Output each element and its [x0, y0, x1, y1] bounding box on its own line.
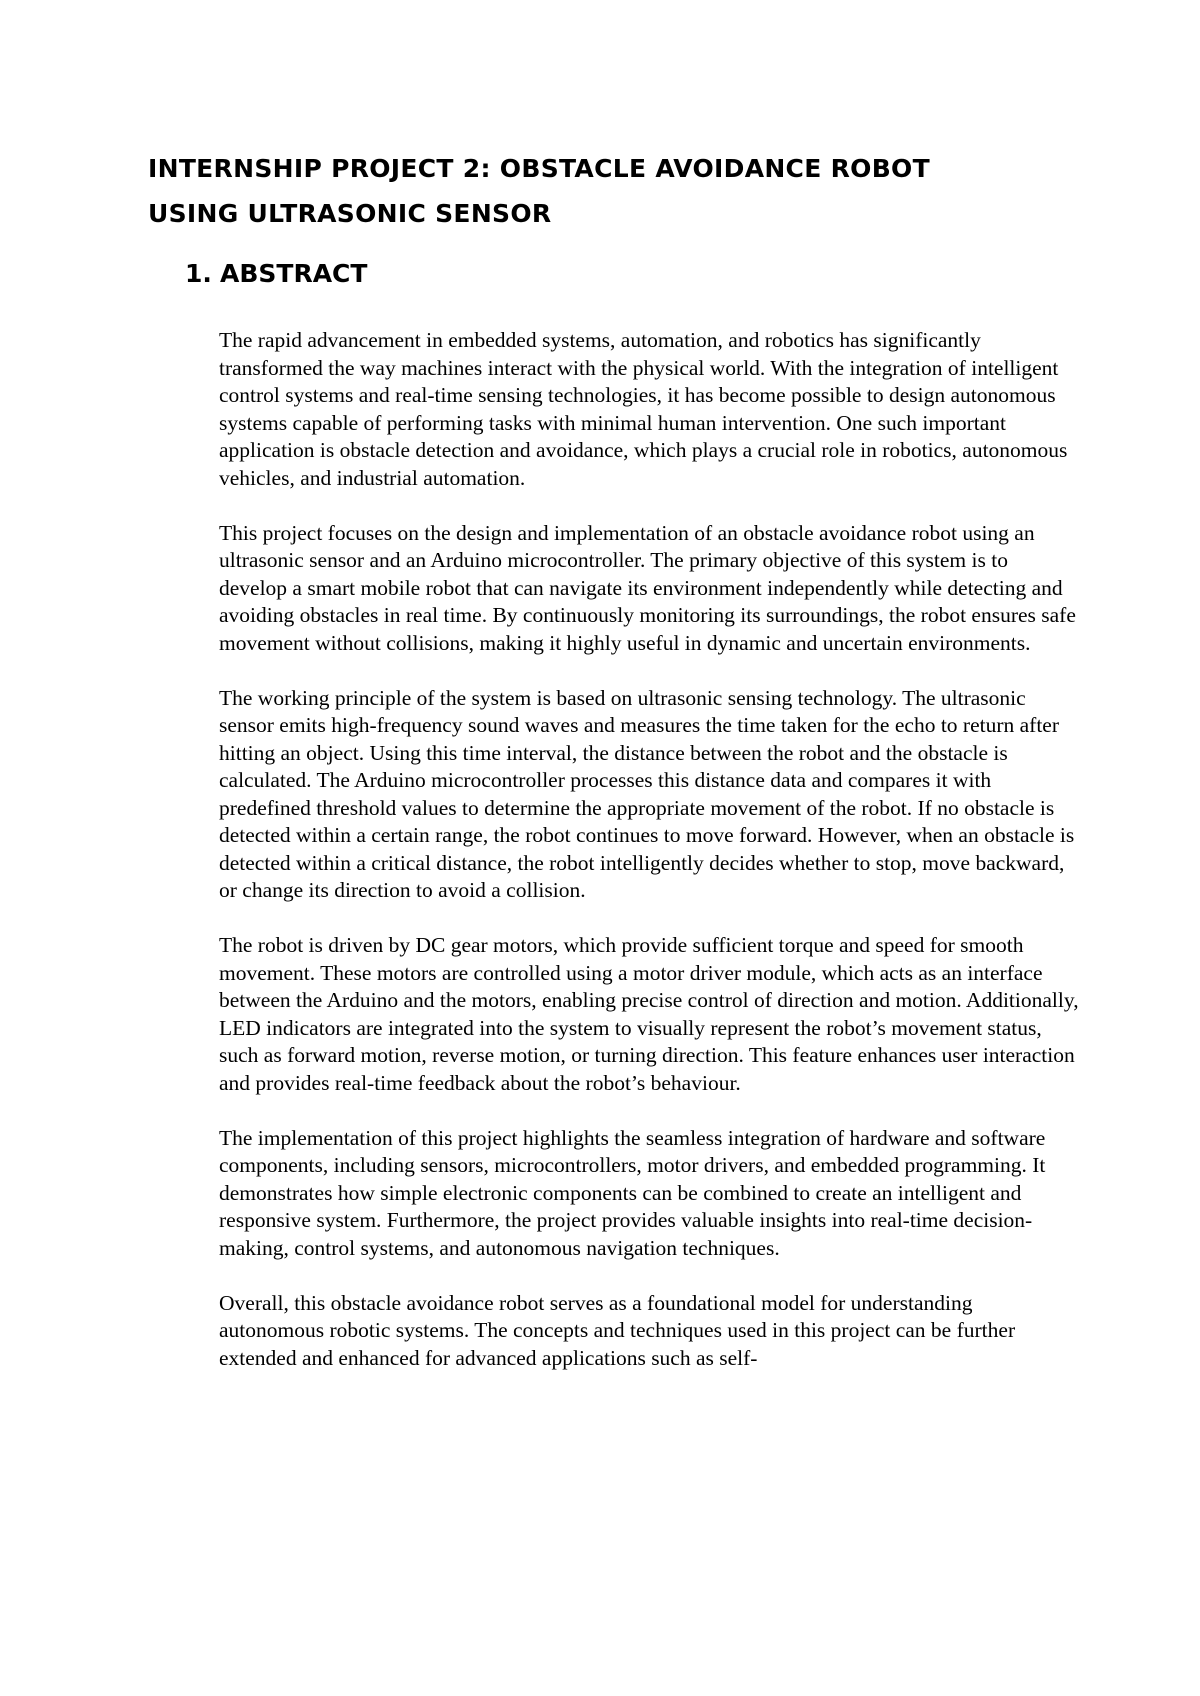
paragraph-1: The rapid advancement in embedded systems, automation, and robotics has significantly transformed the way machines interact with the physical world. With the integration of intelligent control systems and real-time sensing technologies, it has become possible to design autonomous systems capable of performing tasks with minimal human intervention. One such important application is obstacle detection and avoidance, which plays a crucial role in robotics, autonomous vehicles, and industrial automation. — [219, 328, 1068, 490]
abstract-body — [219, 327, 1079, 1400]
paragraph-4: The robot is driven by DC gear motors, which provide sufficient torque and speed for smooth movement. These motors are controlled using a motor driver module, which acts as an interface between the Arduino and the motors, enabling precise control of direction and motion. Additionally, LED indicators are integrated into the system to visually represent the robot’s movement status, such as forward motion, reverse motion, or turning direction. This feature enhances user interaction and provides real-time feedback about the robot’s behaviour. — [219, 933, 1079, 1095]
title-line-2: USING ULTRASONIC SENSOR — [148, 199, 552, 228]
section-title: ABSTRACT — [220, 259, 368, 288]
paragraph-2: This project focuses on the design and implementation of an obstacle avoidance robot using an ultrasonic sensor and an Arduino microcontroller. The primary objective of this system is to develop a smart mobile robot that can navigate its environment independently while detecting and avoiding obstacles in real time. By continuously monitoring its surroundings, the robot ensures safe movement without collisions, making it highly useful in dynamic and uncertain environments. — [219, 520, 1076, 655]
paragraph-6: Overall, this obstacle avoidance robot serves as a foundational model for understanding autonomous robotic systems. The concepts and techniques used in this project can be further extended and enhanced for advanced applications such as self- — [219, 1290, 1016, 1370]
title-line-1: INTERNSHIP PROJECT 2: OBSTACLE AVOIDANCE ROBOT — [148, 154, 930, 183]
section-heading-abstract — [185, 256, 367, 292]
paragraph-5: The implementation of this project highlights the seamless integration of hardware and software components, including sensors, microcontrollers, motor drivers, and embedded programming. It demonstrates how simple electronic components can be combined to create an intelligent and responsive system. Furthermore, the project provides valuable insights into real-time decision-making, control systems, and autonomous navigation techniques. — [219, 1125, 1046, 1260]
section-number: 1. — [185, 259, 212, 288]
paragraph-3: The working principle of the system is based on ultrasonic sensing technology. The ultrasonic sensor emits high-frequency sound waves and measures the time taken for the echo to return after hitting an object. Using this time interval, the distance between the robot and the obstacle is calculated. The Arduino microcontroller processes this distance data and compares it with predefined threshold values to determine the appropriate movement of the robot. If no obstacle is detected within a certain range, the robot continues to move forward. However, when an obstacle is detected within a critical distance, the robot intelligently decides whether to stop, move backward, or change its direction to avoid a collision. — [219, 685, 1075, 902]
document-title — [148, 146, 1098, 236]
